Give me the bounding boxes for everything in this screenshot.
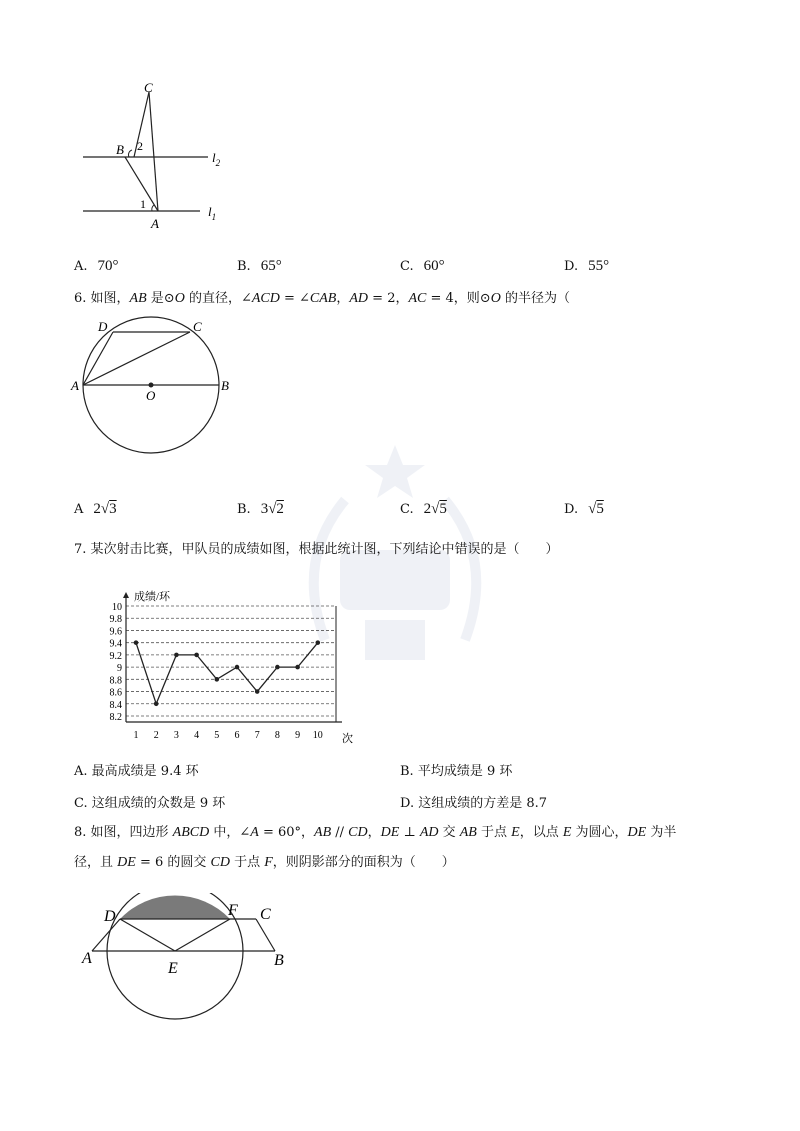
- q7-option-b[interactable]: B. 平均成绩是 9 环: [400, 764, 513, 779]
- data-point: [255, 689, 260, 694]
- label-d: D: [98, 319, 108, 334]
- y-tick-label: 9.2: [109, 650, 122, 662]
- label-o: O: [146, 388, 156, 403]
- label-c: C: [260, 906, 271, 923]
- y-tick-label: 9.6: [109, 626, 122, 638]
- data-point: [295, 665, 300, 670]
- chord-ac: [83, 332, 190, 385]
- y-tick-label: 9.8: [109, 614, 122, 626]
- label-l1: $l_1$: [208, 204, 217, 222]
- q6-option-c[interactable]: C. 2√5: [400, 501, 447, 517]
- label-angle-1: 1: [140, 197, 146, 211]
- q5-option-c[interactable]: C. 60°: [400, 258, 445, 274]
- q7-option-c[interactable]: C. 这组成绩的众数是 9 环: [74, 796, 226, 811]
- data-point: [134, 640, 139, 645]
- segment-ef: [175, 919, 230, 951]
- x-tick-label: 9: [295, 730, 301, 741]
- label-angle-2: 2: [137, 139, 143, 153]
- q7-stem: 7. 某次射击比赛，甲队员的成绩如图，根据此统计图，下列结论中错误的是（ ）: [74, 542, 559, 557]
- chart-y-label: 成绩/环: [134, 591, 171, 603]
- label-b: B: [221, 378, 229, 393]
- data-point: [174, 653, 179, 658]
- label-a: A: [71, 378, 79, 393]
- series-line: [136, 643, 318, 704]
- segment-de: [120, 919, 175, 951]
- q6-stem: 6. 如图，AB 是⊙O 的直径，∠ACD = ∠CAB，AD = 2，AC = 4，则⊙O 的半径为（: [74, 291, 570, 306]
- segment-cb: [256, 919, 275, 951]
- segment-ca: [149, 92, 158, 211]
- y-tick-label: 10: [112, 602, 122, 613]
- label-b: B: [116, 142, 124, 157]
- y-tick-label: 8.4: [109, 699, 122, 711]
- q7-chart: [90, 576, 370, 746]
- label-a: A: [82, 950, 92, 967]
- label-l2: $l_2$: [212, 150, 221, 168]
- label-f: F: [228, 902, 238, 919]
- chart-x-ticks: [134, 730, 323, 741]
- x-tick-label: 5: [214, 730, 220, 741]
- label-d: D: [104, 908, 116, 925]
- y-tick-label: 8.6: [109, 687, 122, 699]
- y-axis-arrow: [123, 592, 129, 598]
- angle-mark-1: [152, 205, 154, 211]
- chart-x-label: 次: [342, 733, 353, 745]
- y-tick-label: 9: [117, 663, 122, 675]
- center-dot: [149, 383, 154, 388]
- label-c: C: [193, 319, 202, 334]
- y-tick-label: 8.8: [109, 675, 122, 687]
- label-c: C: [144, 80, 153, 95]
- x-tick-label: 1: [133, 730, 139, 741]
- x-tick-label: 3: [173, 730, 179, 741]
- q6-figure: [68, 315, 248, 485]
- data-point: [235, 665, 240, 670]
- x-tick-label: 8: [274, 730, 280, 741]
- q7-option-d[interactable]: D. 这组成绩的方差是 8.7: [400, 796, 548, 811]
- x-tick-label: 10: [312, 730, 323, 741]
- x-tick-label: 7: [254, 730, 260, 741]
- y-tick-label: 9.4: [109, 638, 122, 650]
- data-point: [194, 653, 199, 658]
- q8-stem-line1: 8. 如图，四边形 ABCD 中，∠A = 60°，AB // CD，DE ⊥ AD 交 AB 于点 E，以点 E 为圆心，DE 为半: [74, 825, 677, 840]
- q5-option-b[interactable]: B. 65°: [237, 258, 282, 274]
- x-tick-label: 4: [194, 730, 200, 741]
- q5-option-d[interactable]: D. 55°: [564, 258, 610, 274]
- q5-figure: [70, 78, 240, 238]
- x-tick-label: 6: [234, 730, 240, 741]
- q6-option-a[interactable]: A 2√3: [74, 501, 117, 517]
- angle-mark-2: [128, 150, 132, 157]
- y-tick-label: 8.2: [109, 712, 122, 723]
- label-e: E: [168, 960, 178, 977]
- q8-stem-line2: 径，且 DE = 6 的圆交 CD 于点 F，则阴影部分的面积为（ ）: [74, 855, 455, 870]
- chart-y-ticks: [110, 602, 123, 723]
- q7-option-a[interactable]: A. 最高成绩是 9.4 环: [74, 764, 199, 779]
- q6-option-d[interactable]: D. √5: [564, 501, 604, 517]
- data-point: [154, 701, 159, 706]
- q5-option-a[interactable]: A. 70°: [74, 258, 119, 274]
- data-point: [275, 665, 280, 670]
- q6-option-b[interactable]: B. 3√2: [237, 501, 284, 517]
- label-b: B: [274, 952, 284, 969]
- x-tick-label: 2: [153, 730, 159, 741]
- q8-figure: [78, 893, 308, 1043]
- shaded-segment: [120, 895, 230, 919]
- label-a: A: [151, 216, 159, 231]
- data-point: [316, 640, 321, 645]
- data-point: [215, 677, 220, 682]
